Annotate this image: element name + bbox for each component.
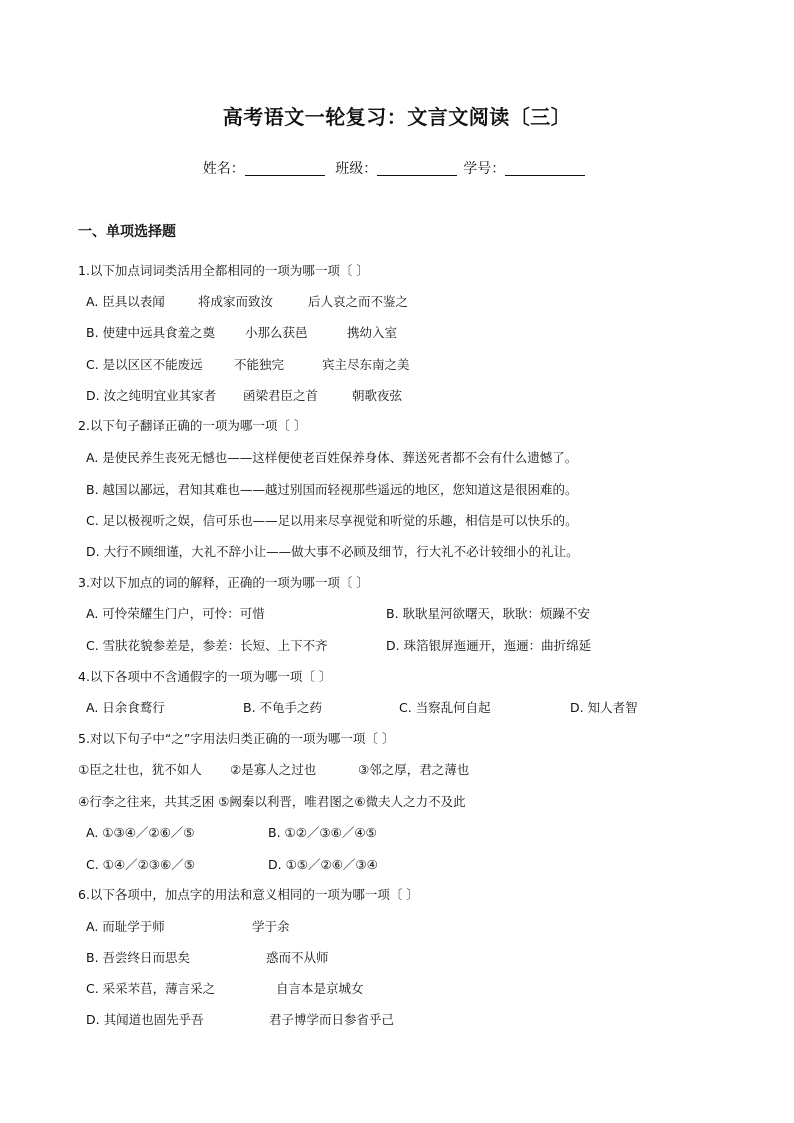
question-5-stem: 5.对以下句子中“之”字用法归类正确的一项为哪一项〔 〕 xyxy=(78,731,395,746)
section-heading: 一、单项选择题 xyxy=(78,224,176,240)
question-6-stem: 6.以下各项中，加点字的用法和意义相同的一项为哪一项〔 〕 xyxy=(78,887,419,902)
q1-b-part2: 小那么获邑 xyxy=(245,325,308,340)
q1-a-part1: A. 臣具以表闻 xyxy=(86,294,165,309)
q3-option-c: C. 雪肤花貌参差是，参差：长短、上下不齐 xyxy=(86,638,328,653)
q4-option-c: C. 当察乱何自起 xyxy=(399,700,491,715)
q5-option-a: A. ①③④／②⑥／⑤ xyxy=(86,825,195,840)
q1-option-d xyxy=(86,386,403,404)
q5-sentence-1: ①臣之壮也，犹不如人 xyxy=(78,762,202,777)
q3-option-a: A. 可怜荣耀生门户，可怜：可惜 xyxy=(86,606,265,621)
q6-c-part2: 自言本是京城女 xyxy=(276,981,364,996)
question-4-stem: 4.以下各项中不含通假字的一项为哪一项〔 〕 xyxy=(78,669,332,684)
q6-c-part1: C. 采采芣苢，薄言采之 xyxy=(86,981,216,996)
class-label: 班级： xyxy=(335,161,378,177)
q5-sentences-line2: ④行李之往来，共其乏困 ⑤阙秦以利晋，唯君图之⑥微夫人之力不及此 xyxy=(78,794,466,809)
q4-option-a: A. 日余食鹜行 xyxy=(86,700,165,715)
q6-b-part2: 惑而不从师 xyxy=(266,950,329,965)
q1-b-part3: 携幼入室 xyxy=(347,325,398,340)
q1-option-b xyxy=(86,323,398,341)
name-label: 姓名： xyxy=(202,161,245,177)
q1-a-part3: 后人哀之而不鉴之 xyxy=(308,294,409,309)
q5-sentences-line1 xyxy=(78,760,470,778)
page-title: 高考语文一轮复习：文言文阅读〔三〕 xyxy=(222,105,572,129)
id-label: 学号： xyxy=(463,161,506,177)
class-field[interactable] xyxy=(377,161,457,176)
q1-c-part2: 不能独完 xyxy=(234,357,285,372)
q1-d-part1: D. 汝之纯明宜业其家者 xyxy=(86,388,217,403)
question-2-stem: 2.以下句子翻译正确的一项为哪一项〔 〕 xyxy=(78,418,307,433)
q5-option-d: D. ①⑤／②⑥／③④ xyxy=(268,857,378,872)
question-1-stem: 1.以下加点词词类活用全都相同的一项为哪一项〔 〕 xyxy=(78,263,369,278)
q6-a-part1: A. 而耻学于师 xyxy=(86,919,165,934)
q2-option-a: A. 是使民养生丧死无憾也——这样便使老百姓保养身体、葬送死者都不会有什么遗憾了。 xyxy=(86,450,578,465)
id-field[interactable] xyxy=(505,161,585,176)
student-info xyxy=(0,158,794,178)
q4-option-d: D. 知人者智 xyxy=(570,700,638,715)
name-field[interactable] xyxy=(245,161,325,176)
q5-sentence-2: ②是寡人之过也 xyxy=(230,762,317,777)
q5-option-c: C. ①④／②③⑥／⑤ xyxy=(86,857,195,872)
q6-option-d xyxy=(86,1010,395,1028)
question-3-stem: 3.对以下加点的词的解释，正确的一项为哪一项〔 〕 xyxy=(78,575,369,590)
q2-option-b: B. 越国以鄙远，君知其难也——越过别国而轻视那些遥远的地区，您知道这是很困难的。 xyxy=(86,482,578,497)
q3-option-b: B. 耿耿星河欲曙天，耿耿：烦躁不安 xyxy=(386,606,591,621)
q1-option-c xyxy=(86,355,410,373)
q6-option-b xyxy=(86,948,329,966)
q6-a-part2: 学于余 xyxy=(252,919,290,934)
q6-d-part1: D. 其闻道也固先乎吾 xyxy=(86,1012,204,1027)
q1-c-part1: C. 是以区区不能废远 xyxy=(86,357,203,372)
q6-option-a xyxy=(86,917,290,935)
q2-option-d: D. 大行不顾细谨，大礼不辞小让——做大事不必顾及细节，行大礼不必计较细小的礼让。 xyxy=(86,544,579,559)
q6-option-c xyxy=(86,979,364,997)
q1-c-part3: 宾主尽东南之美 xyxy=(322,357,410,372)
q5-sentence-3: ③邻之厚，君之薄也 xyxy=(358,762,470,777)
q1-d-part3: 朝歌夜弦 xyxy=(352,388,403,403)
q3-option-d: D. 珠箔银屏迤逦开，迤逦：曲折绵延 xyxy=(386,638,592,653)
q6-d-part2: 君子博学而日参省乎己 xyxy=(269,1012,395,1027)
q1-option-a xyxy=(86,292,409,310)
q1-b-part1: B. 使建中远具食羞之奠 xyxy=(86,325,216,340)
q5-option-b: B. ①②／③⑥／④⑤ xyxy=(268,825,377,840)
q2-option-c: C. 足以极视听之娱，信可乐也——足以用来尽享视觉和听觉的乐趣，相信是可以快乐的。 xyxy=(86,513,578,528)
q1-a-part2: 将成家而致汝 xyxy=(198,294,274,309)
q6-b-part1: B. 吾尝终日而思矣 xyxy=(86,950,191,965)
q4-option-b: B. 不龟手之药 xyxy=(243,700,323,715)
q1-d-part2: 函梁君臣之首 xyxy=(243,388,319,403)
